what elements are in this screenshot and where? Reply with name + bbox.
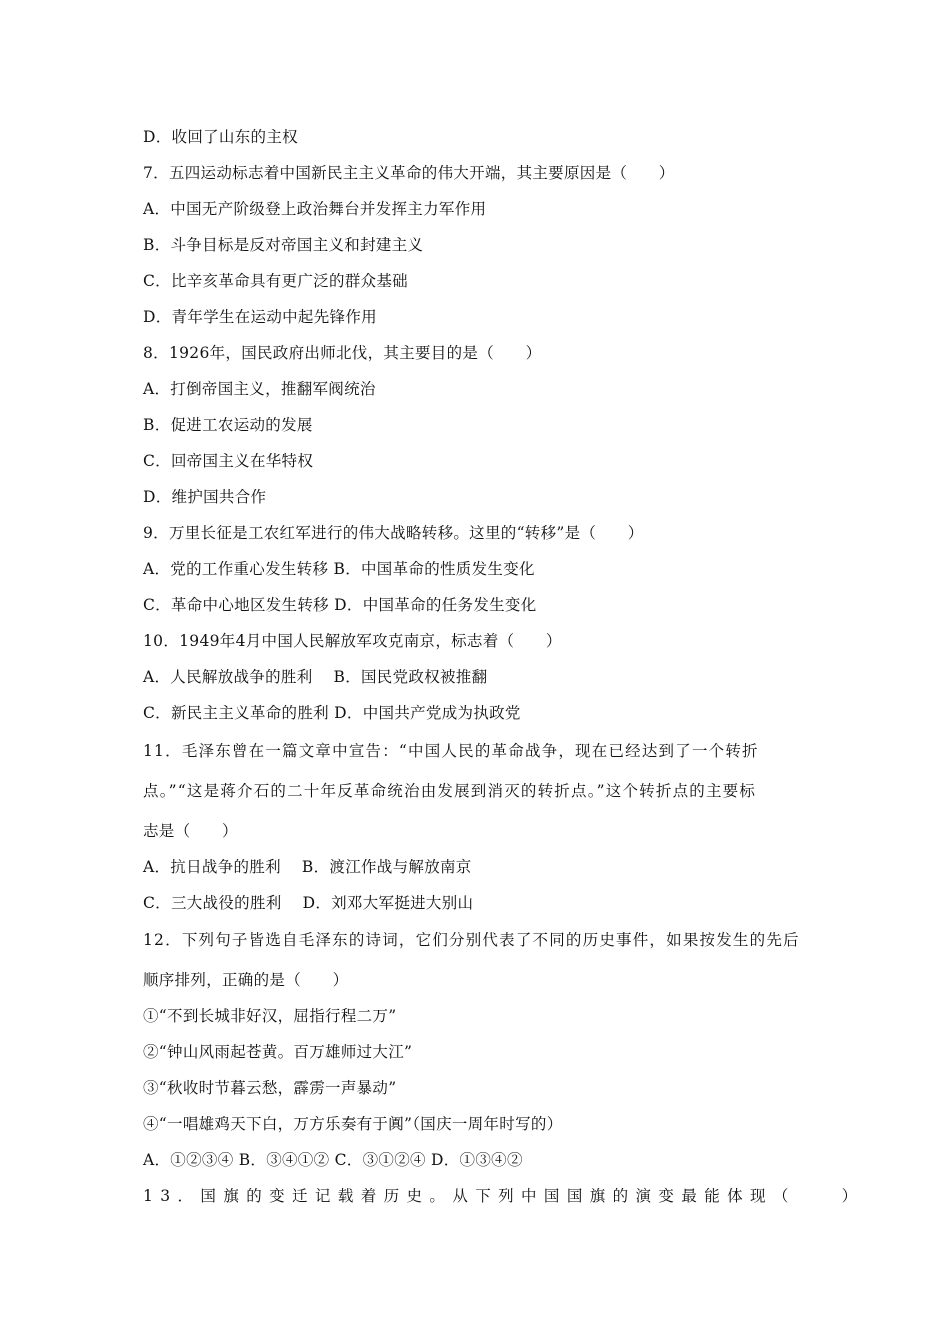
q12-item-2: ②“钟山风雨起苍黄。百万雄师过大江” — [143, 1043, 413, 1061]
q9-stem: 9．万里长征是工农红军进行的伟大战略转移。这里的“转移”是（ ） — [143, 524, 644, 542]
q12-options: A．①②③④ B．③④①② C．③①②④ D．①③④② — [143, 1151, 523, 1169]
q8-option-a: A．打倒帝国主义，推翻军阀统治 — [143, 380, 376, 398]
q7-option-c: C．比辛亥革命具有更广泛的群众基础 — [143, 272, 408, 290]
q12-item-1: ①“不到长城非好汉，屈指行程二万” — [143, 1007, 397, 1025]
q12-item-3: ③“秋收时节暮云愁，霹雳一声暴动” — [143, 1079, 397, 1097]
q7-option-b: B．斗争目标是反对帝国主义和封建主义 — [143, 236, 424, 254]
q10-options-cd: C．新民主主义革命的胜利 D．中国共产党成为执政党 — [143, 704, 521, 722]
q11-options-ab: A．抗日战争的胜利 B．渡江作战与解放南京 — [143, 858, 472, 876]
q6-option-d: D．收回了山东的主权 — [143, 128, 298, 146]
q11-stem-line-1: 11．毛泽东曾在一篇文章中宣告：“中国人民的革命战争，现在已经达到了一个转折 — [143, 742, 759, 760]
q9-options-ab: A．党的工作重心发生转移 B．中国革命的性质发生变化 — [143, 560, 535, 578]
q10-options-ab: A．人民解放战争的胜利 B．国民党政权被推翻 — [143, 668, 488, 686]
q12-stem-line-1: 12．下列句子皆选自毛泽东的诗词，它们分别代表了不同的历史事件，如果按发生的先后 — [143, 931, 800, 949]
q12-stem-line-2: 顺序排列，正确的是（ ） — [143, 971, 349, 989]
q13-stem: 13．国旗的变迁记载着历史。从下列中国国旗的演变最能体现（ ） — [143, 1187, 865, 1205]
q11-stem-line-3: 志是（ ） — [143, 822, 238, 840]
q8-option-c: C．回帝国主义在华特权 — [143, 452, 314, 470]
q9-options-cd: C．革命中心地区发生转移 D．中国革命的任务发生变化 — [143, 596, 537, 614]
q8-stem: 8．1926年，国民政府出师北伐，其主要目的是（ ） — [143, 344, 542, 362]
q11-options-cd: C．三大战役的胜利 D．刘邓大军挺进大别山 — [143, 894, 474, 912]
q11-stem-line-2: 点。”“这是蒋介石的二十年反革命统治由发展到消灭的转折点。”这个转折点的主要标 — [143, 782, 757, 800]
q8-option-d: D．维护国共合作 — [143, 488, 267, 506]
q8-option-b: B．促进工农运动的发展 — [143, 416, 313, 434]
q7-stem: 7．五四运动标志着中国新民主主义革命的伟大开端，其主要原因是（ ） — [143, 164, 675, 182]
q10-stem: 10．1949年4月中国人民解放军攻克南京，标志着（ ） — [143, 632, 562, 650]
q7-option-d: D．青年学生在运动中起先锋作用 — [143, 308, 377, 326]
q7-option-a: A．中国无产阶级登上政治舞台并发挥主力军作用 — [143, 200, 487, 218]
q12-item-4: ④“一唱雄鸡天下白，万方乐奏有于阗”（国庆一周年时写的） — [143, 1115, 563, 1133]
